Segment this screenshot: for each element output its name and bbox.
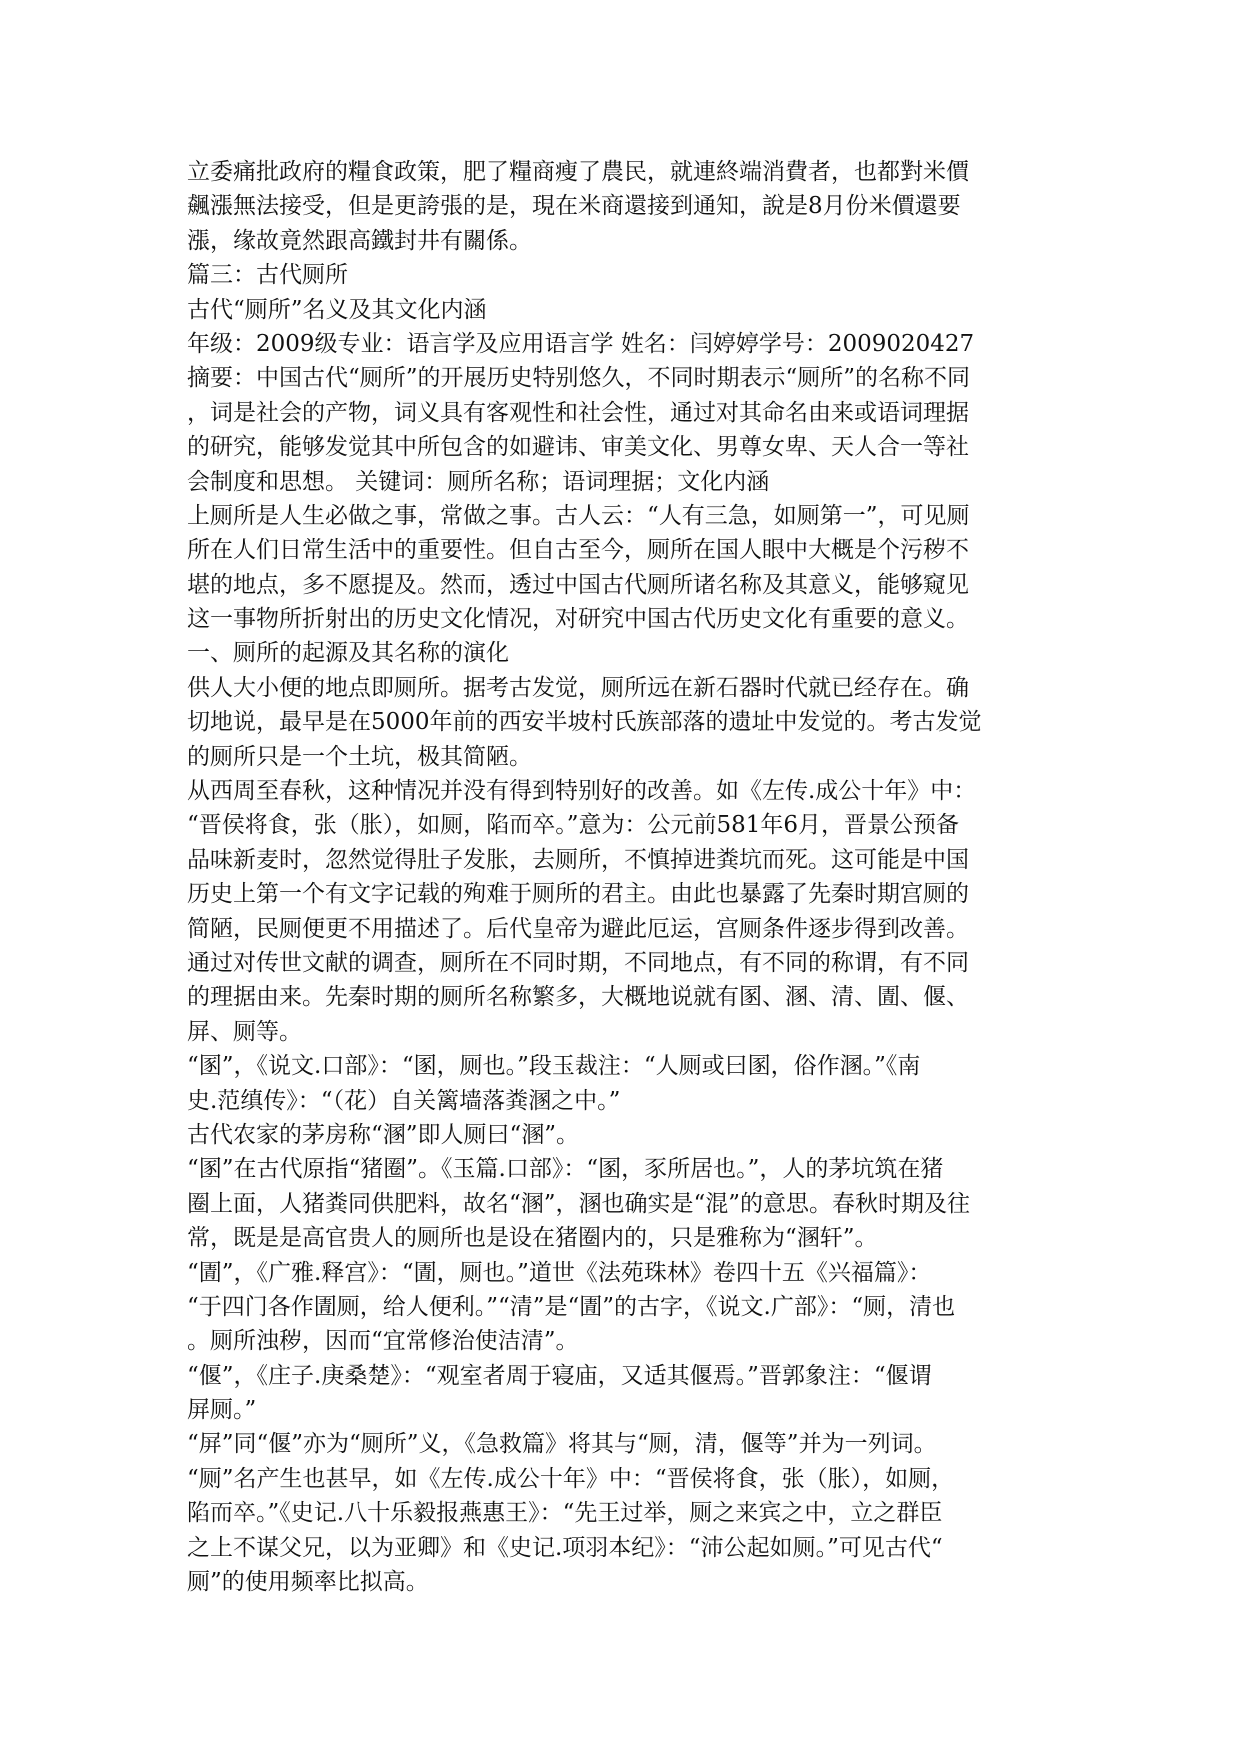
text-line: “偃”，《庄子.庚桑楚》：“观室者周于寝庙，又适其偃焉。”晋郭象注：“偃谓 — [187, 1362, 932, 1389]
text-line: 堪的地点，多不愿提及。然而，透过中国古代厕所诸名称及其意义，能够窥见 — [187, 571, 969, 598]
text-line: 史.范缜传》：“（花）自关篱墙落粪溷之中。” — [187, 1087, 621, 1114]
section-heading: 篇三：古代厕所 — [187, 262, 348, 289]
text-line: 厕”的使用频率比拟高。 — [187, 1569, 429, 1596]
author-info: 年级：2009级专业：语言学及应用语言学 姓名：闫婷婷学号：2009020427 — [187, 330, 975, 357]
document-page — [187, 155, 1057, 1599]
text-line: “圊”，《广雅.释宫》：“圊，厕也。”道世《法苑珠林》卷四十五《兴福篇》： — [187, 1259, 932, 1286]
text-line: 屏、厕等。 — [187, 1018, 302, 1045]
text-line: 陷而卒。”《史记.八十乐毅报燕惠王》：“先王过举，厕之来宾之中，立之群臣 — [187, 1500, 943, 1527]
text-line: 所在人们日常生活中的重要性。但自古至今，厕所在国人眼中大概是个污秽不 — [187, 537, 969, 564]
abstract-line: 摘要：中国古代“厕所”的开展历史特别悠久，不同时期表示“厕所”的名称不同 — [187, 365, 971, 392]
text-line: 屏厕。” — [187, 1397, 257, 1424]
text-line: 。厕所浊秽，因而“宜常修治使洁清”。 — [187, 1328, 579, 1355]
text-line: 圈上面，人猪粪同供肥料，故名“溷”，溷也确实是“混”的意思。春秋时期及往 — [187, 1190, 971, 1217]
abstract-line: ，词是社会的产物，词义具有客观性和社会性，通过对其命名由来或语词理据 — [187, 399, 969, 426]
text-line: 上厕所是人生必做之事，常做之事。古人云：“人有三急，如厕第一”，可见厕 — [187, 502, 970, 529]
text-line: 漲，缘故竟然跟高鐵封井有關係。 — [187, 227, 532, 254]
text-line: 从西周至春秋，这种情况并没有得到特别好的改善。如《左传.成公十年》中： — [187, 778, 977, 805]
text-line: 常，既是是高官贵人的厕所也是设在猪圈内的，只是雅称为“溷轩”。 — [187, 1225, 878, 1252]
text-line: 的厕所只是一个土坑，极其简陋。 — [187, 743, 532, 770]
text-line: 切地说，最早是在5000年前的西安半坡村氏族部落的遗址中发觉的。考古发觉 — [187, 709, 982, 736]
text-line: 的理据由来。先秦时期的厕所名称繁多，大概地说就有圂、溷、清、圊、偃、 — [187, 984, 969, 1011]
text-line: “厕”名产生也甚早，如《左传.成公十年》中：“晋侯将食，张（胀），如厕， — [187, 1465, 955, 1492]
text-line: “屏”同“偃”亦为“厕所”义，《急救篇》将其与“厕，清，偃等”并为一列词。 — [187, 1431, 937, 1458]
text-line: 历史上第一个有文字记载的殉难于厕所的君主。由此也暴露了先秦时期宫厕的 — [187, 881, 969, 908]
text-line: “晋侯将食，张（胀），如厕，陷而卒。”意为：公元前581年6月，晋景公预备 — [187, 812, 960, 839]
text-line: 古代农家的茅房称“溷”即人厕曰“溷”。 — [187, 1121, 580, 1148]
text-line: 供人大小便的地点即厕所。据考古发觉，厕所远在新石器时代就已经存在。确 — [187, 674, 969, 701]
text-line: 简陋，民厕便更不用描述了。后代皇帝为避此厄运，宫厕条件逐步得到改善。 — [187, 915, 969, 942]
article-title: 古代“厕所”名义及其文化内涵 — [187, 296, 487, 323]
abstract-keywords-line: 会制度和思想。 关键词：厕所名称；语词理据；文化内涵 — [187, 468, 770, 495]
text-line: 这一事物所折射出的历史文化情况，对研究中国古代历史文化有重要的意义。 — [187, 606, 969, 633]
text-line: 品味新麦时，忽然觉得肚子发胀，去厕所，不慎掉进粪坑而死。这可能是中国 — [187, 846, 969, 873]
subsection-heading: 一、厕所的起源及其名称的演化 — [187, 640, 509, 667]
text-line: “圂”，《说文.口部》：“圂，厕也。”段玉裁注：“人厕或曰圂，俗作溷。”《南 — [187, 1053, 921, 1080]
abstract-line: 的研究，能够发觉其中所包含的如避讳、审美文化、男尊女卑、天人合一等社 — [187, 434, 969, 461]
text-line: 通过对传世文献的调查，厕所在不同时期，不同地点，有不同的称谓，有不同 — [187, 949, 969, 976]
text-line: 之上不谋父兄，以为亚卿》和《史记.项羽本纪》：“沛公起如厕。”可见古代“ — [187, 1534, 943, 1561]
text-line: 立委痛批政府的糧食政策，肥了糧商瘦了農民，就連終端消費者，也都對米價 — [187, 159, 969, 185]
text-line: 飆漲無法接受，但是更誇張的是，現在米商還接到通知，說是8月份米價還要 — [187, 193, 961, 220]
text-line: “于四门各作圊厕，给人便利。”“清”是“圊”的古字，《说文.广部》：“厕，清也 — [187, 1293, 956, 1320]
text-line: “圂”在古代原指“猪圈”。《玉篇.口部》：“圂，豕所居也。”，人的茅坑筑在猪 — [187, 1156, 944, 1183]
